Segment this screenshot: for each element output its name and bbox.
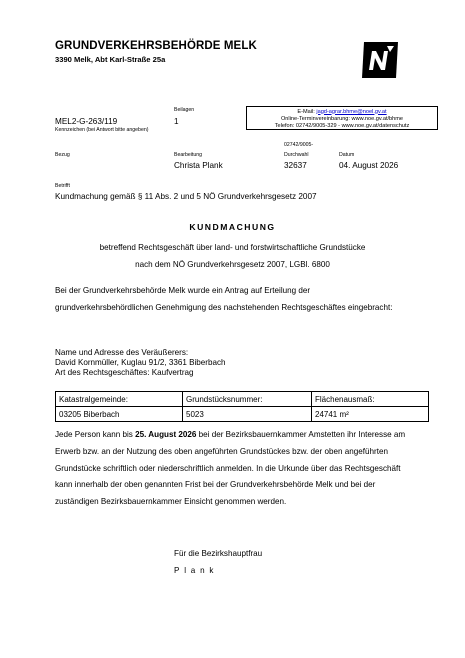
- online-booking: Online-Terminvereinbarung: www.noe.gv.at/bhme: [280, 115, 404, 122]
- beilagen-label: Beilagen: [174, 107, 195, 113]
- cell-grundstuecksnummer: 5023: [183, 407, 312, 422]
- durchwahl-prefix: 02742/9005-: [284, 142, 314, 148]
- seller-label: Name und Adresse des Veräußerers:: [55, 348, 189, 357]
- table-row: [56, 407, 429, 422]
- notice-deadline-date: 25. August 2026: [135, 430, 197, 439]
- beilagen-value: 1: [174, 117, 179, 126]
- notice-after-date: bei der Bezirksbauernkammer Amstetten ihr Interesse am Erwerb bzw. an der Nutzung des oben angeführten Grundstückes bzw. der oben angeführten Grundstücke schriftlich oder niederschriftlich anmelden. In die Urkunde über das Rechtsgeschäft kann innerhalb der oben genannten Frist bei der Grundverkehrsbehörde Melk und bei der zuständigen Bezirksbauernkammer Einsicht genommen werden.: [55, 430, 406, 507]
- email-link[interactable]: jagd-agrar.bhme@noel.gv.at: [316, 108, 387, 115]
- durchwahl-value: 32637: [284, 161, 307, 170]
- notice-before-date: Jede Person kann bis: [55, 430, 136, 439]
- notice-paragraph: [55, 427, 410, 511]
- datum-label: Datum: [339, 152, 355, 158]
- durchwahl-label: Durchwahl: [284, 152, 309, 158]
- subtitle-line-1: betreffend Rechtsgeschäft über land- und forstwirtschaftliche Grundstücke: [99, 243, 366, 252]
- intro-paragraph: Bei der Grundverkehrsbehörde Melk wurde ein Antrag auf Erteilung der grundverkehrsbehördlichen Genehmigung des nachstehenden Rechtsgeschäftes eingebracht:: [55, 286, 393, 312]
- authority-address: 3390 Melk, Abt Karl-Straße 25a: [55, 55, 166, 64]
- subtitle-line-2: nach dem NÖ Grundverkehrsgesetz 2007, LGBl. 6800: [135, 260, 330, 269]
- parcel-table: [55, 391, 429, 422]
- contact-box: [246, 106, 438, 130]
- bezug-label: Bezug: [55, 152, 70, 158]
- cell-flaechenausmass: 24741 m²: [312, 407, 429, 422]
- signature-name: Plank: [174, 566, 219, 575]
- table-header-row: [56, 392, 429, 407]
- document-title: KUNDMACHUNG: [189, 222, 276, 232]
- email-label: E-Mail:: [297, 108, 317, 115]
- header-grundstuecksnummer: Grundstücksnummer:: [183, 392, 312, 407]
- phone-line: Telefon: 02742/9005-329 - www.noe.gv.at/datenschutz: [274, 122, 410, 129]
- bearbeitung-label: Bearbeitung: [174, 152, 202, 158]
- betrifft-label: Betrifft: [55, 183, 70, 189]
- cell-katastralgemeinde: 03205 Biberbach: [56, 407, 183, 422]
- authority-title: GRUNDVERKEHRSBEHÖRDE MELK: [55, 40, 257, 52]
- transaction-type: Art des Rechtsgeschäftes: Kaufvertrag: [55, 368, 194, 377]
- kennzeichen-value: MEL2-G-263/119: [55, 117, 118, 126]
- datum-value: 04. August 2026: [339, 161, 399, 170]
- signature-for: Für die Bezirkshauptfrau: [174, 549, 263, 558]
- noe-logo-icon: [360, 40, 400, 80]
- bearbeitung-value: Christa Plank: [174, 161, 223, 170]
- betrifft-value: Kundmachung gemäß § 11 Abs. 2 und 5 NÖ Grundverkehrsgesetz 2007: [55, 192, 317, 201]
- kennzeichen-hint: Kennzeichen (bei Antwort bitte angeben): [55, 127, 149, 133]
- seller-value: David Kornmüller, Kuglau 91/2, 3361 Biberbach: [55, 358, 226, 367]
- header-flaechenausmass: Flächenausmaß:: [312, 392, 429, 407]
- header-katastralgemeinde: Katastralgemeinde:: [56, 392, 183, 407]
